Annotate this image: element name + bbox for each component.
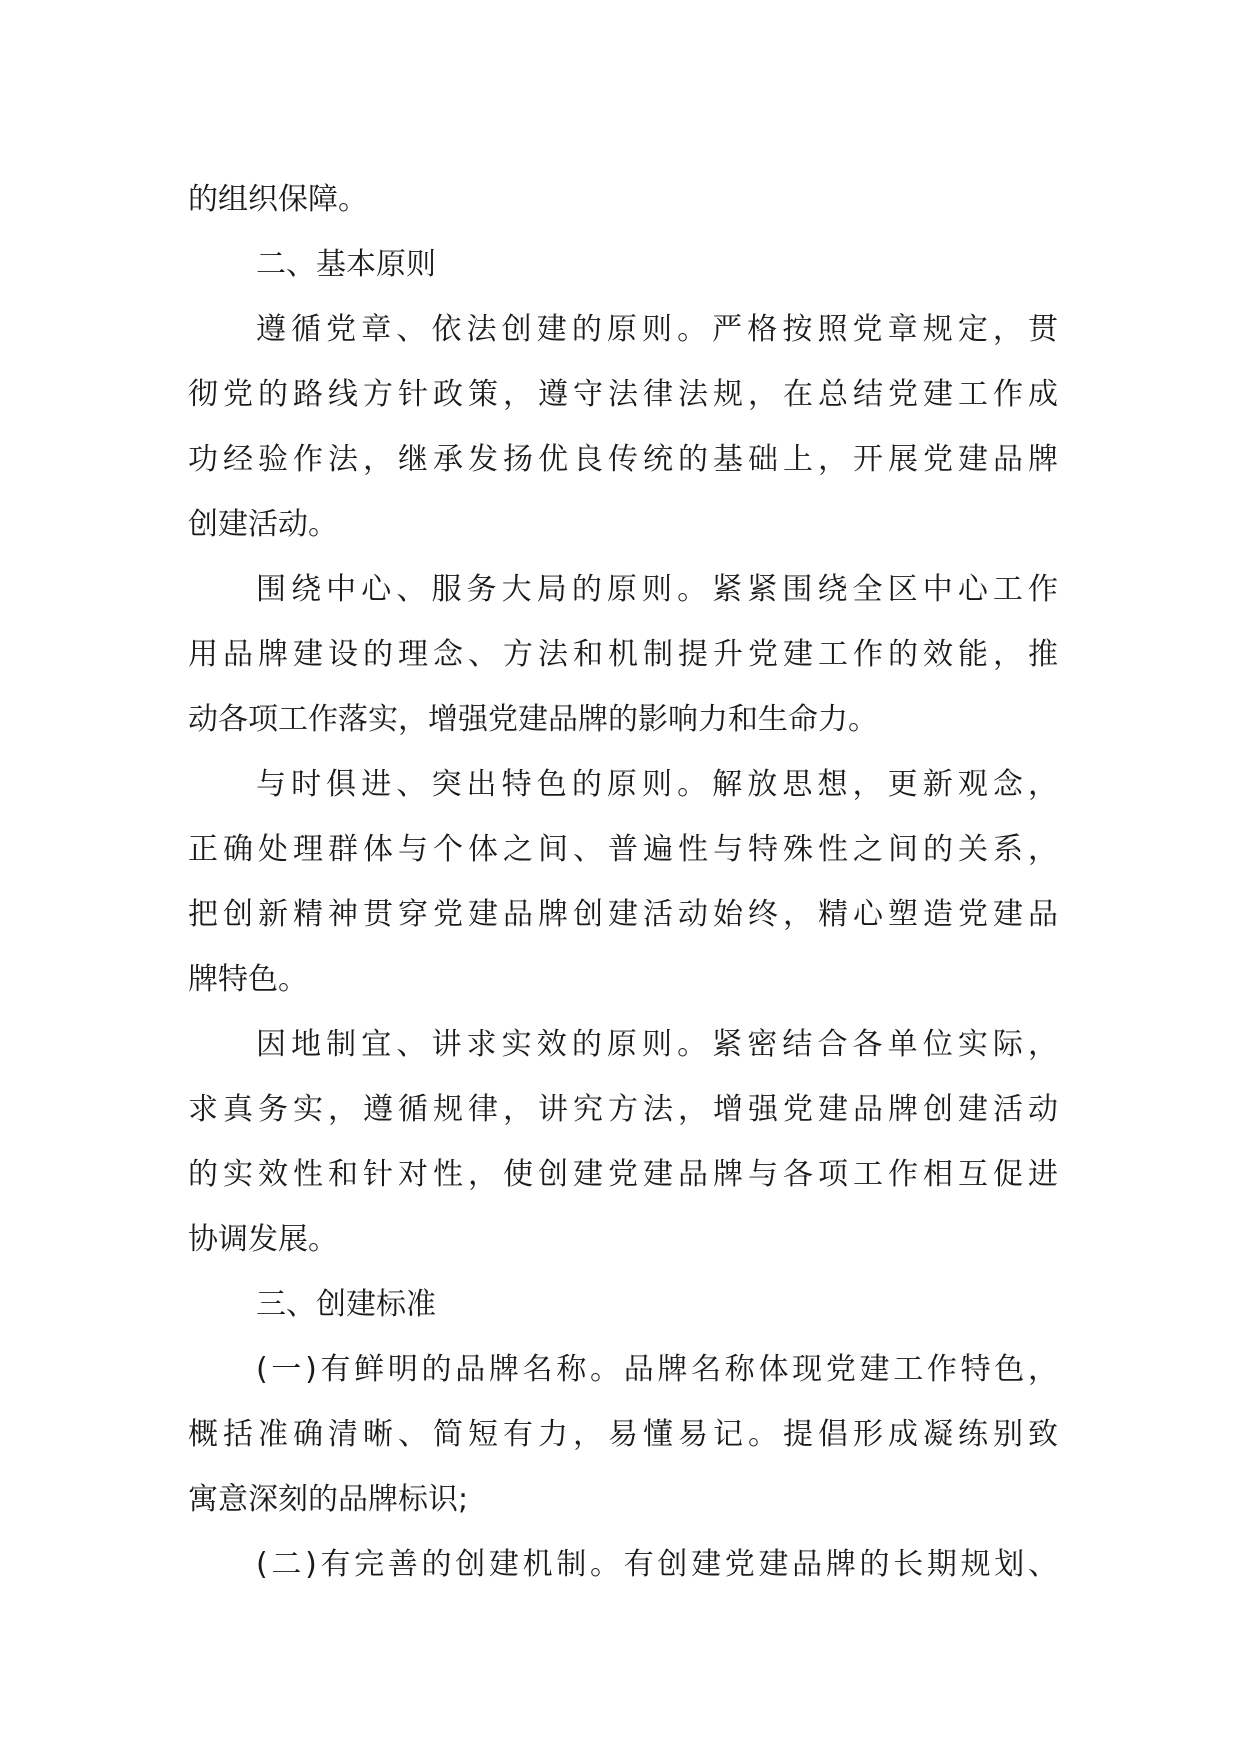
paragraph-line: 把创新精神贯穿党建品牌创建活动始终，精心塑造党建品	[188, 897, 1058, 932]
document-body	[188, 167, 1058, 1597]
paragraph-line: 彻党的路线方针政策，遵守法律法规，在总结党建工作成	[188, 377, 1058, 412]
paragraph-line: 因地制宜、讲求实效的原则。紧密结合各单位实际，	[256, 1027, 1058, 1062]
paragraph-line: 概括准确清晰、简短有力，易懂易记。提倡形成凝练别致	[188, 1417, 1058, 1452]
paragraph-line: 求真务实，遵循规律，讲究方法，增强党建品牌创建活动	[188, 1092, 1058, 1127]
paragraph-line: 寓意深刻的品牌标识;	[188, 1482, 469, 1517]
paragraph-line: 牌特色。	[188, 962, 308, 997]
paragraph-line: 遵循党章、依法创建的原则。严格按照党章规定，贯	[256, 312, 1058, 347]
paragraph-line: 用品牌建设的理念、方法和机制提升党建工作的效能，推	[188, 637, 1058, 672]
section-heading-basic-principles: 二、基本原则	[256, 247, 436, 282]
paragraph-line: 功经验作法，继承发扬优良传统的基础上，开展党建品牌	[188, 442, 1058, 477]
paragraph-line: 与时俱进、突出特色的原则。解放思想，更新观念，	[256, 767, 1058, 802]
section-heading-creation-standards: 三、创建标准	[256, 1287, 436, 1322]
paragraph-continuation-line: 的组织保障。	[188, 182, 368, 217]
paragraph-line: 协调发展。	[188, 1222, 338, 1257]
paragraph-line: 围绕中心、服务大局的原则。紧紧围绕全区中心工作	[256, 572, 1058, 607]
paragraph-line: 动各项工作落实，增强党建品牌的影响力和生命力。	[188, 702, 878, 737]
paragraph-line: 创建活动。	[188, 507, 338, 542]
paragraph-line: 正确处理群体与个体之间、普遍性与特殊性之间的关系，	[188, 832, 1058, 867]
paragraph-line: 的实效性和针对性，使创建党建品牌与各项工作相互促进	[188, 1157, 1058, 1192]
paragraph-line: (二)有完善的创建机制。有创建党建品牌的长期规划、	[256, 1547, 1058, 1582]
paragraph-line: (一)有鲜明的品牌名称。品牌名称体现党建工作特色，	[256, 1352, 1058, 1387]
